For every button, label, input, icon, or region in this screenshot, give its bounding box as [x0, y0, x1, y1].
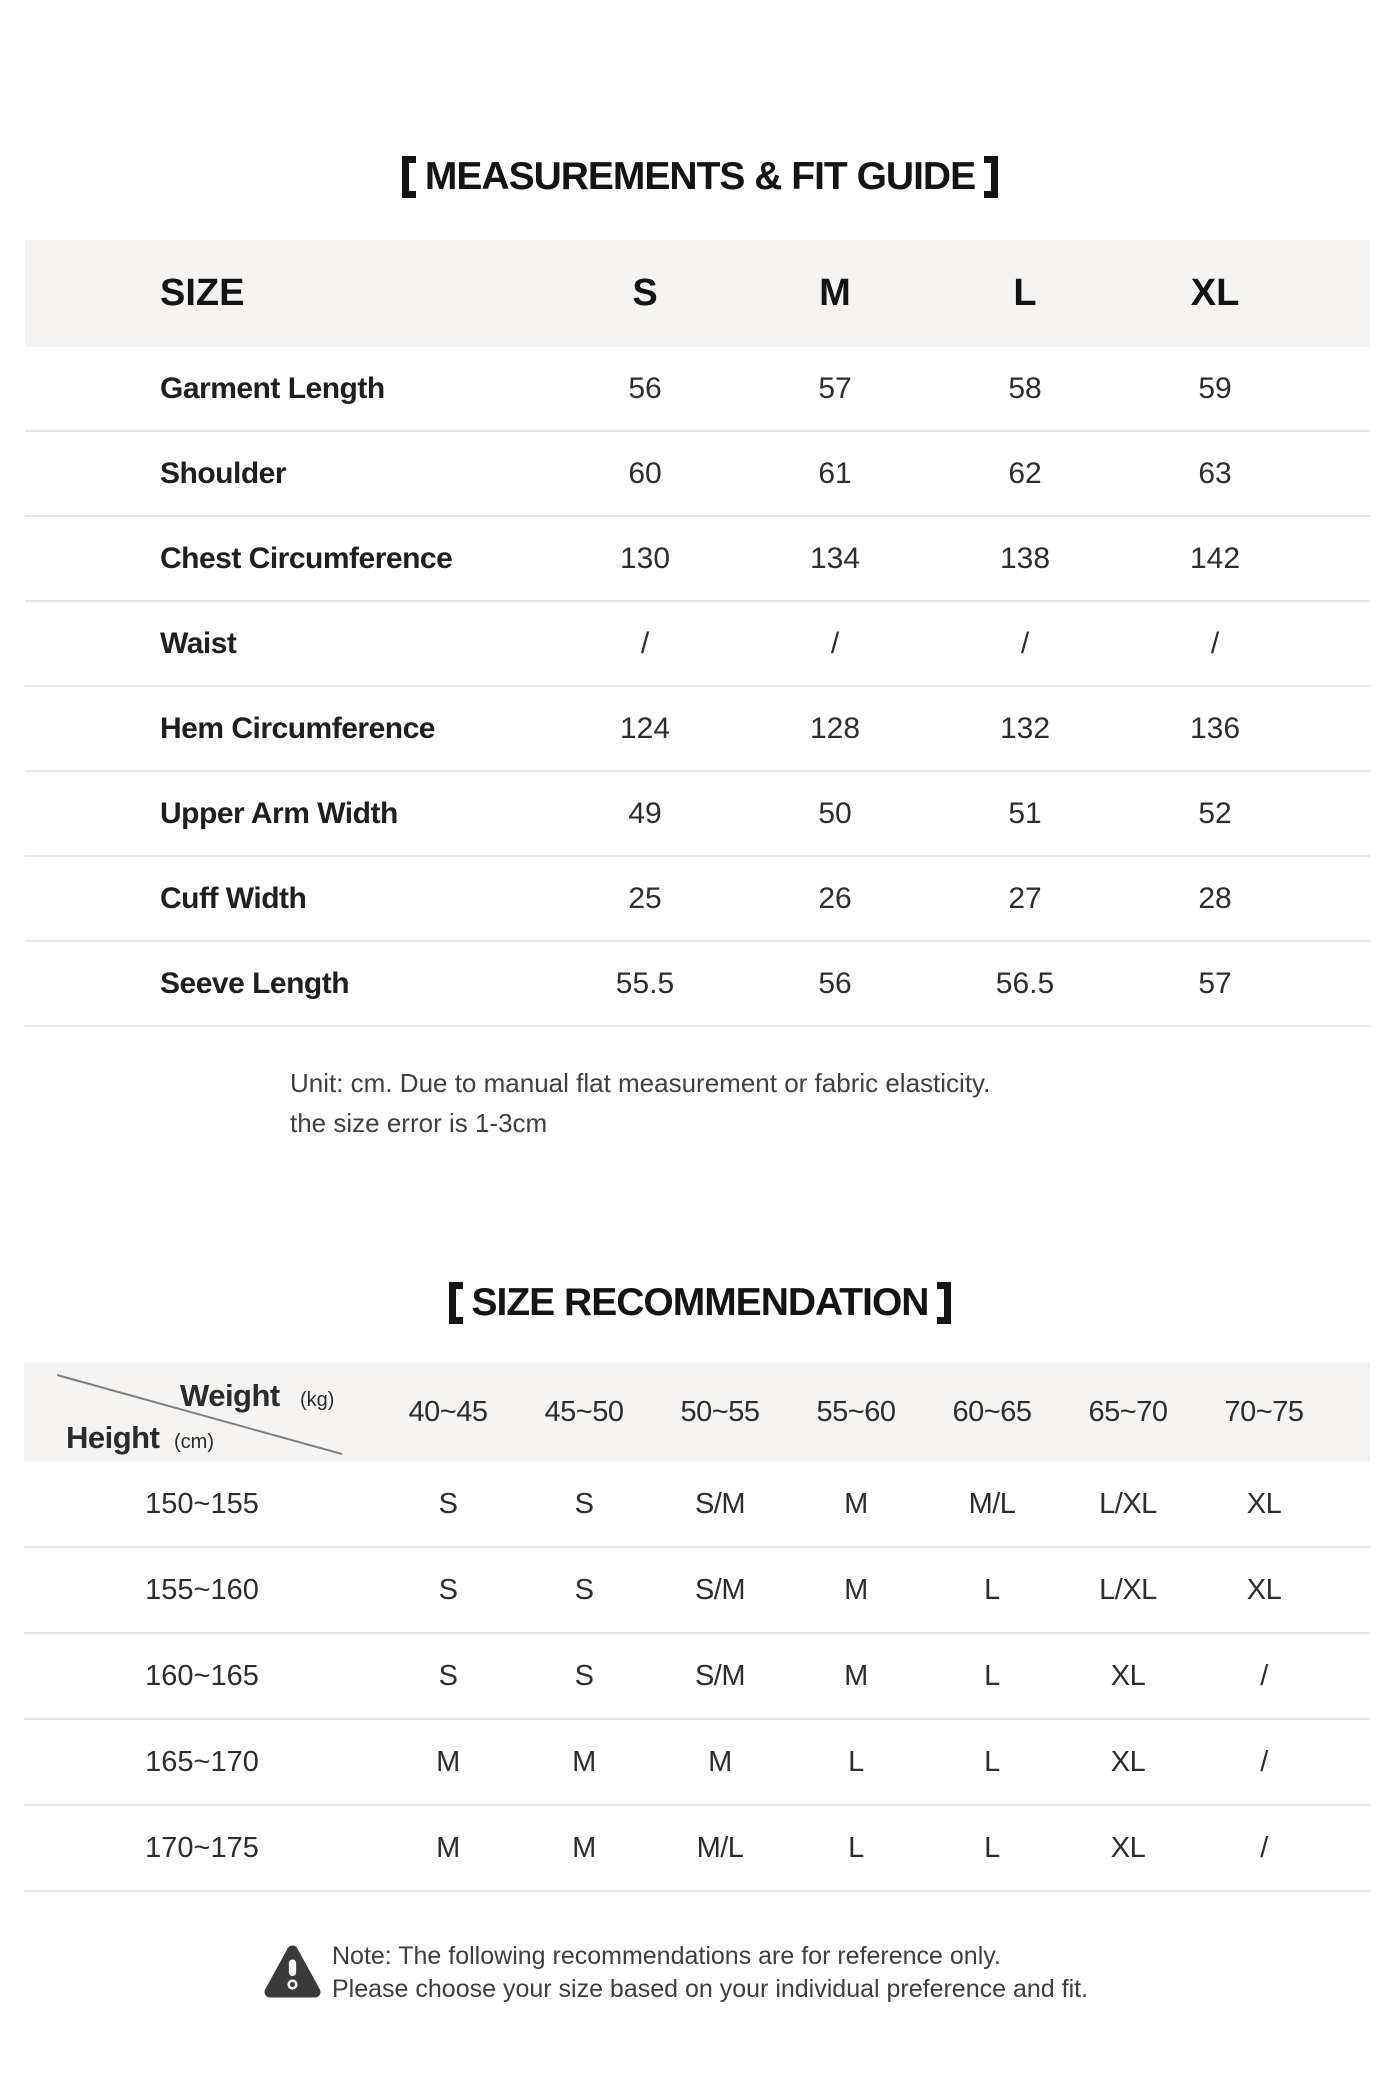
measurement-label: Shoulder: [160, 456, 287, 490]
measurement-label: Seeve Length: [160, 966, 350, 1000]
height-axis-unit: (cm): [174, 1431, 214, 1453]
size-recommendation-value: L: [984, 1745, 1000, 1778]
measurement-value: 61: [818, 456, 852, 490]
unit-note-line1: Unit: cm. Due to manual flat measurement or fabric elasticity.: [290, 1068, 991, 1098]
size-recommendation-value: XL: [1110, 1745, 1146, 1778]
measurement-value: 26: [818, 881, 852, 915]
measurement-value: /: [1020, 626, 1030, 660]
size-recommendation-value: M/L: [696, 1831, 744, 1864]
height-range-label: 160~165: [145, 1659, 259, 1692]
measurements-header-row: [25, 240, 1370, 347]
size-recommendation-value: /: [1260, 1659, 1268, 1692]
recommendation-header-row: [24, 1362, 1370, 1462]
recommendation-title: [0, 1281, 1400, 1325]
measurement-value: 124: [619, 711, 671, 745]
size-recommendation-value: L: [984, 1831, 1000, 1864]
size-recommendation-value: S/M: [694, 1659, 746, 1692]
weight-range-header: 40~45: [408, 1395, 488, 1428]
recommendation-row: [24, 1462, 1370, 1548]
note-line1: Note: The following recommendations are for reference only.: [332, 1942, 1001, 1970]
height-range-label: 170~175: [145, 1831, 259, 1864]
measurement-value: 51: [1008, 796, 1042, 830]
size-recommendation-value: M: [844, 1573, 868, 1606]
height-axis-label: Height: [66, 1420, 160, 1455]
weight-axis-unit: (kg): [300, 1389, 335, 1411]
measurement-value: 57: [818, 371, 852, 405]
weight-range-header: 50~55: [680, 1395, 760, 1428]
size-recommendation-value: M: [436, 1831, 460, 1864]
size-recommendation-value: S: [574, 1659, 594, 1692]
measurement-value: 134: [809, 541, 861, 575]
measurement-value: 56: [628, 371, 662, 405]
height-range-label: 165~170: [145, 1745, 259, 1778]
measurement-value: 28: [1198, 881, 1232, 915]
size-recommendation-value: M/L: [968, 1487, 1016, 1520]
size-recommendation-value: /: [1260, 1745, 1268, 1778]
size-recommendation-value: M: [572, 1745, 596, 1778]
size-recommendation-value: M: [708, 1745, 732, 1778]
measurements-title: [0, 155, 1400, 199]
measurement-value: 142: [1189, 541, 1241, 575]
table-row-waist: [25, 602, 1370, 687]
size-header: SIZE: [160, 272, 245, 314]
measurement-label: Waist: [160, 626, 237, 660]
measurement-value: 27: [1008, 881, 1042, 915]
size-recommendation-value: XL: [1110, 1659, 1146, 1692]
measurement-label: Garment Length: [160, 371, 385, 405]
measurement-value: 130: [619, 541, 671, 575]
size-recommendation-value: S/M: [694, 1487, 746, 1520]
measurement-value: 56.5: [995, 966, 1055, 1000]
recommendation-title-text: SIZE RECOMMENDATION: [471, 1281, 929, 1324]
weight-axis-label: Weight: [180, 1378, 280, 1413]
height-range-label: 155~160: [145, 1573, 259, 1606]
measurement-value: 132: [999, 711, 1051, 745]
recommendation-row: [24, 1634, 1370, 1720]
measurement-value: 138: [999, 541, 1051, 575]
weight-range-header: 65~70: [1088, 1395, 1168, 1428]
size-col-header-m: M: [819, 272, 851, 314]
lenticular-bracket-close-icon: [937, 1282, 951, 1324]
measurement-value: 25: [628, 881, 662, 915]
size-col-header-l: L: [1013, 272, 1037, 314]
measurement-value: 52: [1198, 796, 1232, 830]
size-recommendation-value: M: [844, 1659, 868, 1692]
measurement-value: 63: [1198, 456, 1232, 490]
measurement-value: 136: [1189, 711, 1241, 745]
measurement-value: 57: [1198, 966, 1232, 1000]
size-recommendation-value: M: [436, 1745, 460, 1778]
size-recommendation-value: S: [438, 1659, 458, 1692]
measurement-value: 50: [818, 796, 852, 830]
size-recommendation-value: XL: [1110, 1831, 1146, 1864]
note-line2: Please choose your size based on your individual preference and fit.: [332, 1975, 1089, 2003]
size-recommendation-value: L/XL: [1099, 1487, 1157, 1520]
recommendation-note: [332, 1940, 1088, 2006]
measurement-label: Hem Circumference: [160, 711, 435, 745]
size-col-header-xl: XL: [1190, 272, 1240, 314]
weight-range-header: 55~60: [816, 1395, 896, 1428]
recommendation-row: [24, 1806, 1370, 1892]
height-range-label: 150~155: [145, 1487, 259, 1520]
recommendation-row: [24, 1720, 1370, 1806]
unit-note: [290, 1063, 990, 1143]
recommendation-row: [24, 1548, 1370, 1634]
size-recommendation-value: M: [572, 1831, 596, 1864]
measurement-value: 59: [1198, 371, 1232, 405]
weight-range-header: 45~50: [544, 1395, 624, 1428]
measurement-value: 49: [628, 796, 662, 830]
table-row-upper-arm-width: [25, 772, 1370, 857]
size-recommendation-value: L: [984, 1659, 1000, 1692]
measurement-value: 128: [809, 711, 861, 745]
size-recommendation-value: /: [1260, 1831, 1268, 1864]
table-row-hem-circumference: [25, 687, 1370, 772]
measurements-title-text: MEASUREMENTS & FIT GUIDE: [424, 155, 976, 198]
warning-icon: [263, 1943, 322, 2005]
weight-height-axis-cell: [24, 1362, 380, 1462]
weight-range-header: 60~65: [952, 1395, 1032, 1428]
lenticular-bracket-open-icon: [449, 1282, 463, 1324]
size-recommendation-table: [24, 1362, 1370, 1892]
unit-note-line2: the size error is 1-3cm: [290, 1108, 548, 1138]
table-row-chest-circumference: [25, 517, 1370, 602]
size-recommendation-value: XL: [1246, 1487, 1282, 1520]
measurement-value: 55.5: [615, 966, 675, 1000]
size-recommendation-value: S: [438, 1487, 458, 1520]
lenticular-bracket-close-icon: [984, 156, 998, 198]
measurement-label: Cuff Width: [160, 881, 307, 915]
size-recommendation-value: XL: [1246, 1573, 1282, 1606]
measurement-value: 58: [1008, 371, 1042, 405]
size-recommendation-value: S: [438, 1573, 458, 1606]
measurement-label: Chest Circumference: [160, 541, 453, 575]
size-col-header-s: S: [632, 272, 658, 314]
measurement-value: /: [830, 626, 840, 660]
measurement-value: /: [1210, 626, 1220, 660]
measurement-label: Upper Arm Width: [160, 796, 398, 830]
size-recommendation-value: L: [984, 1573, 1000, 1606]
measurement-value: 62: [1008, 456, 1042, 490]
table-row-garment-length: [25, 347, 1370, 432]
size-recommendation-value: L/XL: [1099, 1573, 1157, 1606]
lenticular-bracket-open-icon: [402, 156, 416, 198]
size-recommendation-value: L: [848, 1745, 864, 1778]
size-recommendation-value: S/M: [694, 1573, 746, 1606]
measurement-value: 56: [818, 966, 852, 1000]
measurement-value: 60: [628, 456, 662, 490]
table-row-seeve-length: [25, 942, 1370, 1027]
measurement-value: /: [640, 626, 650, 660]
table-row-shoulder: [25, 432, 1370, 517]
weight-range-header: 70~75: [1224, 1395, 1304, 1428]
measurements-table: [25, 240, 1370, 1027]
size-recommendation-value: S: [574, 1487, 594, 1520]
table-row-cuff-width: [25, 857, 1370, 942]
size-recommendation-value: L: [848, 1831, 864, 1864]
size-recommendation-value: S: [574, 1573, 594, 1606]
size-recommendation-value: M: [844, 1487, 868, 1520]
